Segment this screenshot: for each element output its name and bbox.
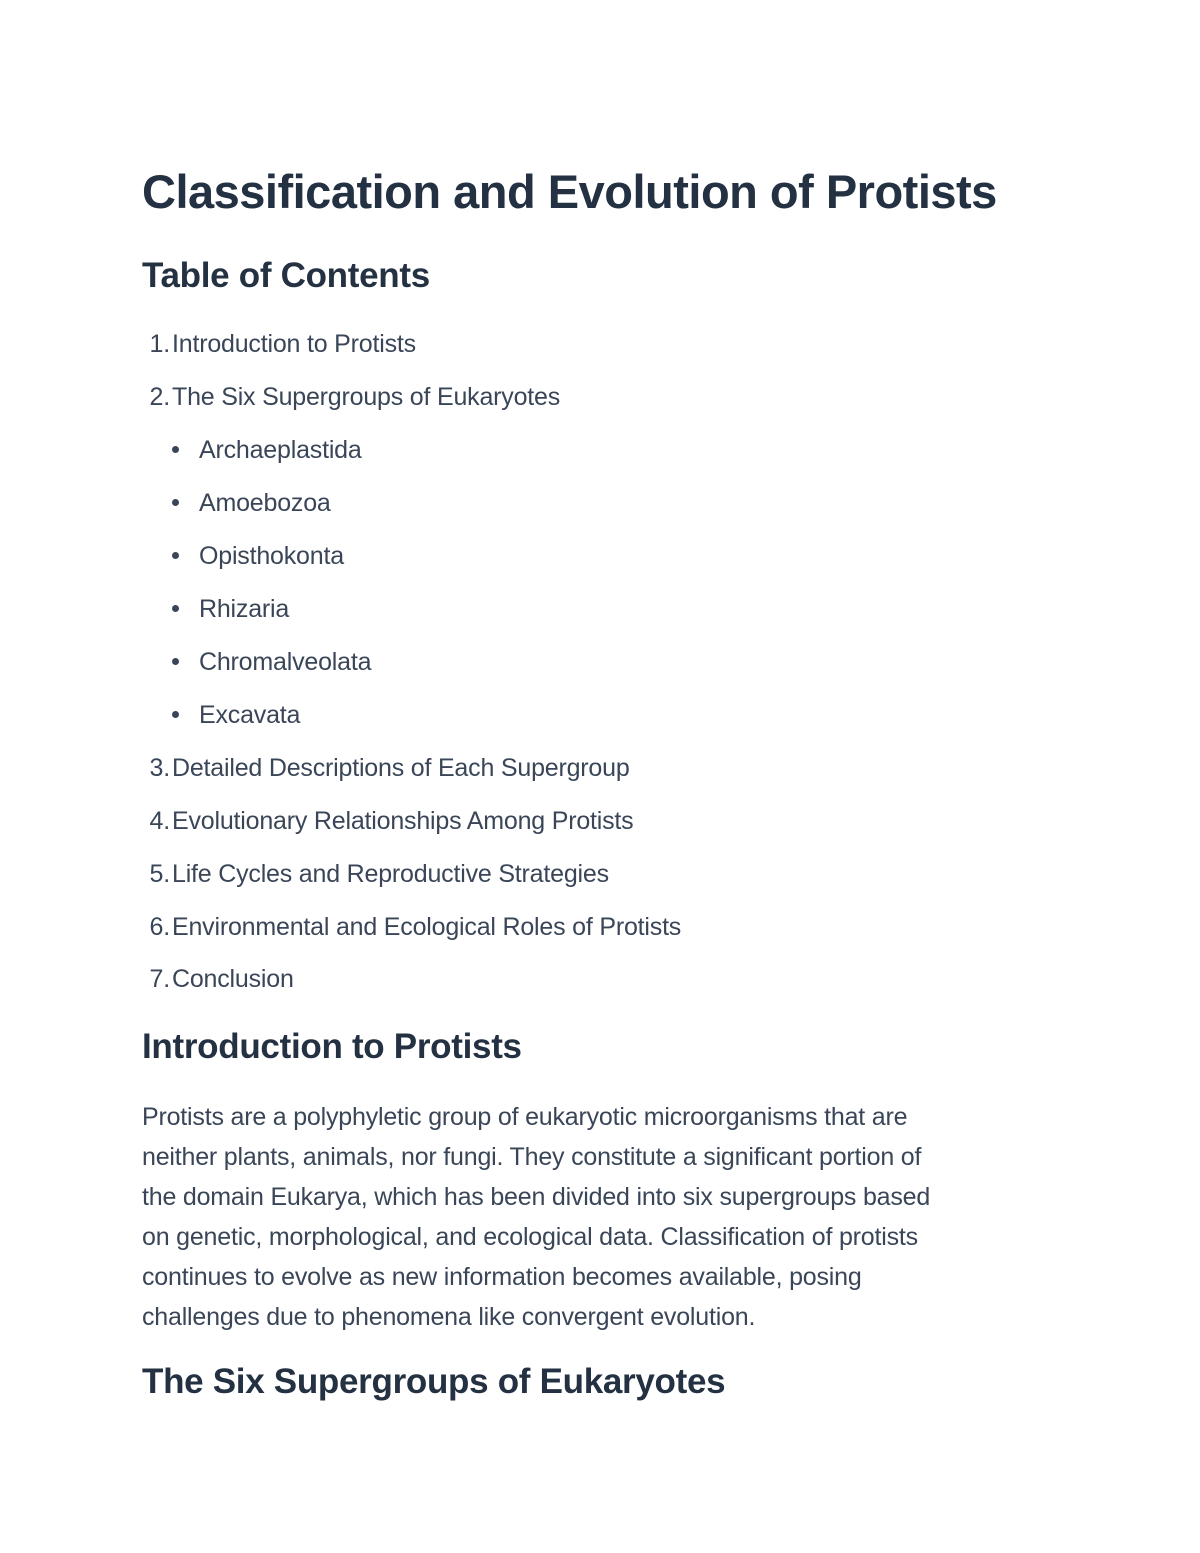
toc-item-label: Evolutionary Relationships Among Protists (172, 807, 634, 835)
paragraph-line: challenges due to phenomena like convergent evolution. (142, 1303, 756, 1331)
toc-item-number: 3. (149, 754, 170, 782)
toc-heading: Table of Contents (142, 256, 430, 295)
bullet-icon (172, 499, 179, 506)
toc-subitem-rhizaria[interactable] (172, 595, 289, 624)
toc-item-life-cycles[interactable] (142, 860, 609, 889)
toc-item-number: 6. (149, 913, 170, 941)
toc-item-detailed-descriptions[interactable] (142, 754, 630, 783)
toc-subitem-archaeplastida[interactable] (172, 436, 362, 465)
toc-item-number: 2. (149, 383, 170, 411)
paragraph-line: neither plants, animals, nor fungi. They constitute a significant portion of (142, 1143, 922, 1171)
toc-item-number: 4. (149, 807, 170, 835)
bullet-icon (172, 552, 179, 559)
toc-subitem-label: Opisthokonta (199, 542, 344, 570)
intro-paragraph (142, 1097, 1042, 1337)
toc-subitem-chromalveolata[interactable] (172, 648, 371, 677)
toc-item-conclusion[interactable] (142, 965, 294, 994)
toc-item-number: 1. (149, 330, 170, 358)
paragraph-line: Protists are a polyphyletic group of eukaryotic microorganisms that are (142, 1103, 908, 1131)
toc-subitem-label: Rhizaria (199, 595, 290, 623)
toc-item-label: Environmental and Ecological Roles of Protists (172, 913, 682, 941)
toc-subitem-label: Chromalveolata (199, 648, 372, 676)
toc-item-number: 7. (149, 965, 170, 993)
toc-item-introduction[interactable] (142, 330, 416, 359)
toc-subitem-label: Archaeplastida (199, 436, 362, 464)
toc-item-evolutionary-relationships[interactable] (142, 807, 633, 836)
toc-item-label: Detailed Descriptions of Each Supergroup (172, 754, 630, 782)
toc-item-label: Introduction to Protists (172, 330, 416, 358)
bullet-icon (172, 605, 179, 612)
toc-subitem-label: Amoebozoa (199, 489, 331, 517)
document-title: Classification and Evolution of Protists (142, 165, 997, 218)
toc-subitem-label: Excavata (199, 701, 301, 729)
bullet-icon (172, 711, 179, 718)
bullet-icon (172, 658, 179, 665)
toc-item-environmental-roles[interactable] (142, 913, 681, 942)
toc-subitem-amoebozoa[interactable] (172, 489, 331, 518)
supergroups-heading: The Six Supergroups of Eukaryotes (142, 1362, 726, 1401)
toc-item-six-supergroups[interactable] (142, 383, 560, 412)
paragraph-line: the domain Eukarya, which has been divided into six supergroups based (142, 1183, 931, 1211)
toc-subitem-opisthokonta[interactable] (172, 542, 344, 571)
toc-subitem-excavata[interactable] (172, 701, 300, 730)
toc-item-label: Conclusion (172, 965, 294, 993)
toc-item-label: Life Cycles and Reproductive Strategies (172, 860, 609, 888)
intro-heading: Introduction to Protists (142, 1027, 522, 1066)
toc-item-number: 5. (149, 860, 170, 888)
paragraph-line: continues to evolve as new information becomes available, posing (142, 1263, 862, 1291)
paragraph-line: on genetic, morphological, and ecological data. Classification of protists (142, 1223, 918, 1251)
toc-item-label: The Six Supergroups of Eukaryotes (172, 383, 561, 411)
bullet-icon (172, 446, 179, 453)
